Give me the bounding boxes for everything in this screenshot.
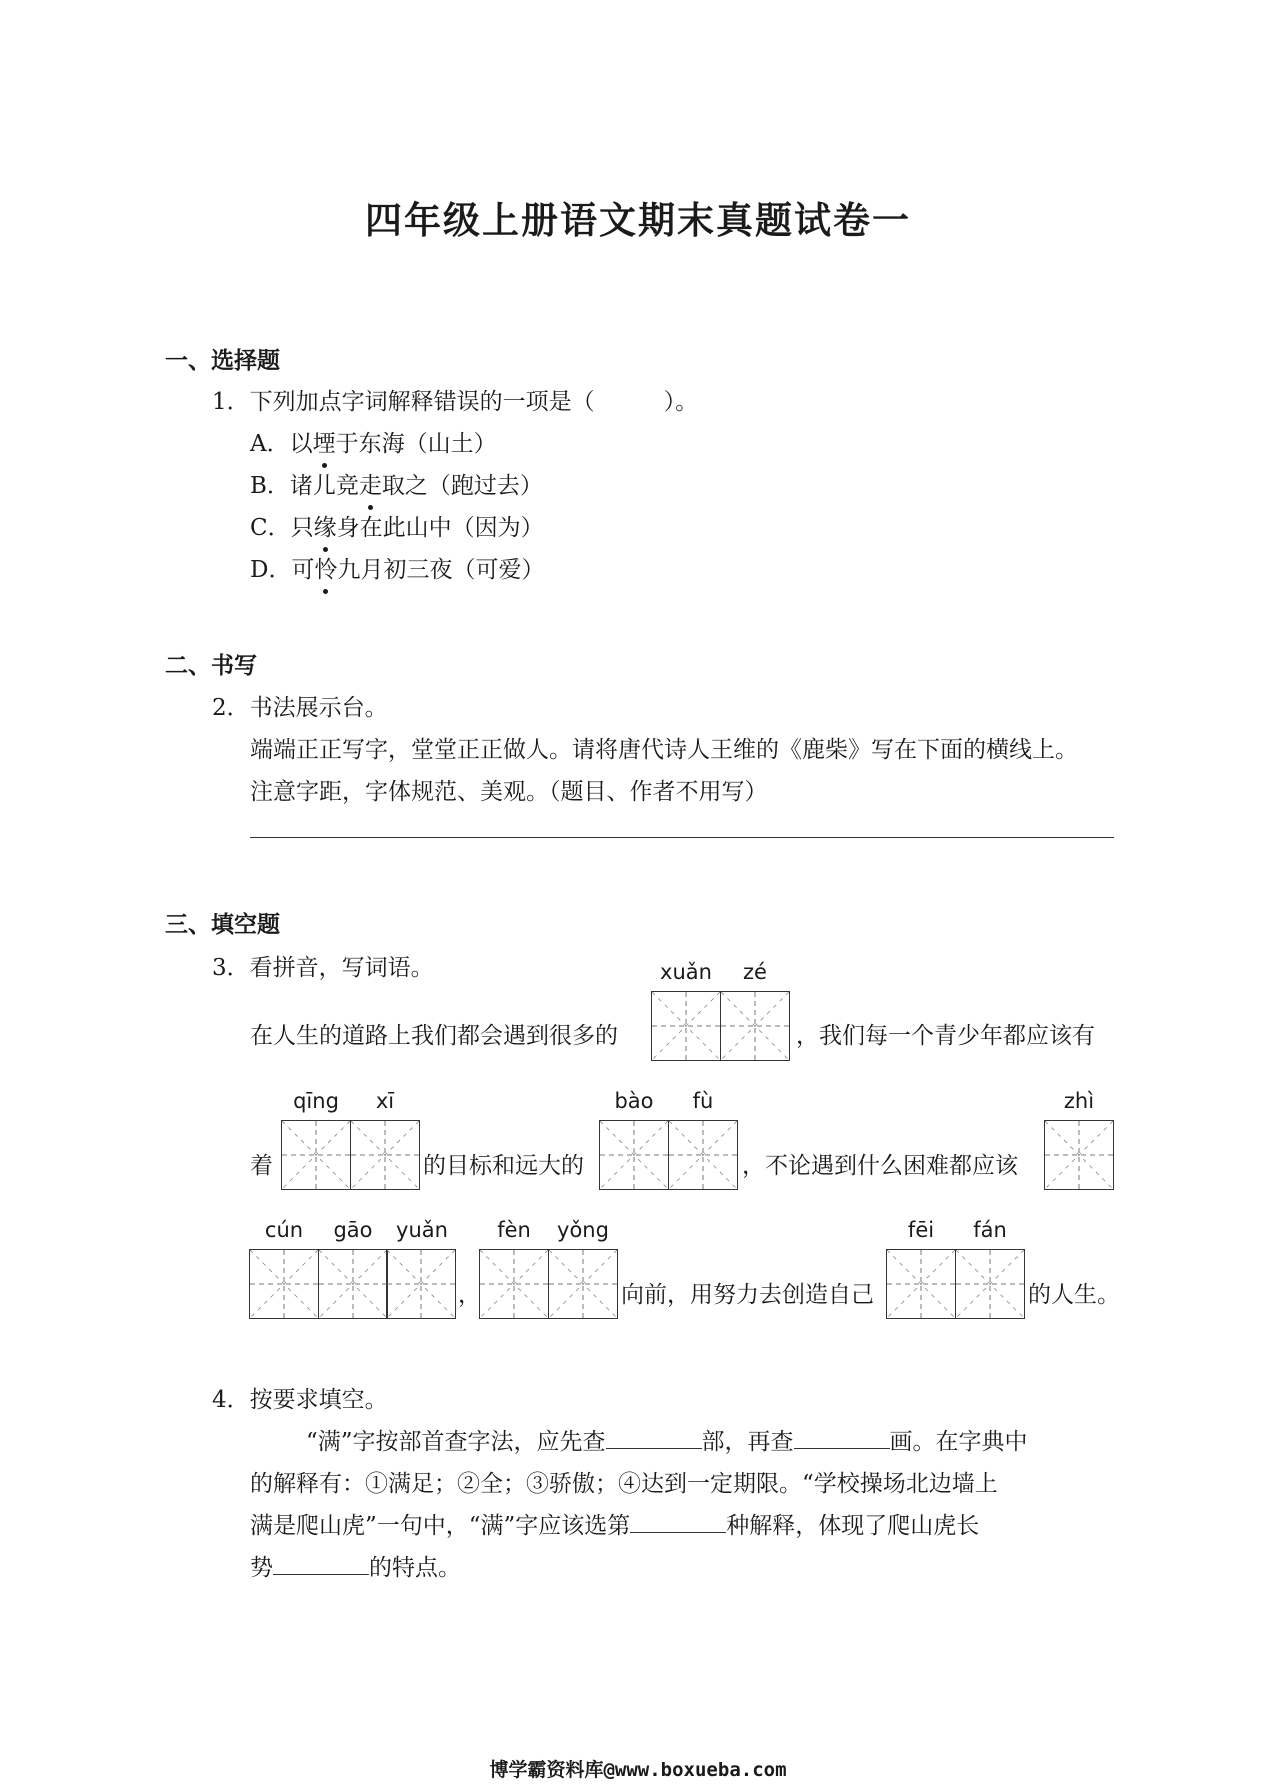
tianzige-cell[interactable] xyxy=(350,1120,420,1190)
question-3-stem: 3．看拼音，写词语。 xyxy=(212,955,434,981)
tianzige-cell[interactable] xyxy=(548,1249,618,1319)
page-title: 四年级上册语文期末真题试卷一 xyxy=(365,199,911,242)
sentence-part-7: 向前，用努力去创造自己 xyxy=(621,1282,874,1308)
sentence-part-3: 着 xyxy=(250,1153,273,1179)
section-heading-choice: 一、选择题 xyxy=(165,348,280,374)
pinyin-ze: zé xyxy=(743,960,767,984)
pinyin-yong: yǒng xyxy=(557,1218,609,1242)
pinyin-xuan: xuǎn xyxy=(660,960,712,984)
tianzige-guides xyxy=(956,1250,1024,1318)
tianzige-fenyong[interactable] xyxy=(479,1249,618,1319)
tianzige-guides xyxy=(652,992,720,1060)
tianzige-cell[interactable] xyxy=(955,1249,1025,1319)
pinyin-zhi: zhì xyxy=(1063,1089,1095,1113)
sentence-part-8: 的人生。 xyxy=(1028,1282,1120,1308)
tianzige-guides xyxy=(250,1250,318,1318)
pinyin-bao: bào xyxy=(614,1089,654,1113)
tianzige-cell[interactable] xyxy=(599,1120,669,1190)
pinyin-gao: gāo xyxy=(333,1218,373,1242)
question-4-line1: “满”字按部首查字法，应先查 部，再查 画。在字典中 xyxy=(306,1423,1028,1456)
pinyin-fen: fèn xyxy=(497,1218,531,1242)
tianzige-cell[interactable] xyxy=(479,1249,549,1319)
pinyin-xi: xī xyxy=(375,1089,395,1113)
tianzige-cell[interactable] xyxy=(668,1120,738,1190)
question-4-line3: 满是爬山虎”一句中，“满”字应该选第 种解释，体现了爬山虎长 xyxy=(250,1507,979,1540)
tianzige-cell[interactable] xyxy=(386,1249,456,1319)
section-heading-fill: 三、填空题 xyxy=(165,912,280,938)
tianzige-guides xyxy=(721,992,789,1060)
tianzige-zhi[interactable] xyxy=(1044,1120,1114,1190)
tianzige-guides xyxy=(282,1121,350,1189)
tianzige-guides xyxy=(887,1250,955,1318)
writing-answer-line[interactable] xyxy=(250,837,1114,838)
tianzige-cell[interactable] xyxy=(720,991,790,1061)
tianzige-cell[interactable] xyxy=(318,1249,388,1319)
question-4-line4: 势 的特点。 xyxy=(250,1549,461,1582)
tianzige-xuanze[interactable] xyxy=(651,991,790,1061)
blank-characteristic[interactable] xyxy=(273,1551,369,1575)
blank-strokes[interactable] xyxy=(794,1425,890,1449)
tianzige-guides xyxy=(669,1121,737,1189)
tianzige-cell[interactable] xyxy=(281,1120,351,1190)
pinyin-fan: fán xyxy=(973,1218,1007,1242)
blank-radical[interactable] xyxy=(606,1425,702,1449)
tianzige-guides xyxy=(351,1121,419,1189)
option-b: B．诸儿竞走取之（跑过去） xyxy=(250,467,543,500)
pinyin-fu: fù xyxy=(692,1089,714,1113)
question-1-stem: 1．下列加点字词解释错误的一项是（ ）。 xyxy=(212,389,699,415)
question-2-instruction-line2: 注意字距，字体规范、美观。（题目、作者不用写） xyxy=(250,779,768,805)
tianzige-cell[interactable] xyxy=(249,1249,319,1319)
tianzige-guides xyxy=(387,1250,455,1318)
tianzige-feifan[interactable] xyxy=(886,1249,1025,1319)
pinyin-yuan: yuǎn xyxy=(396,1218,448,1242)
question-2-stem: 2．书法展示台。 xyxy=(212,695,388,721)
tianzige-guides xyxy=(319,1250,387,1318)
tianzige-cell[interactable] xyxy=(886,1249,956,1319)
option-d: D．可怜九月初三夜（可爱） xyxy=(250,551,544,584)
tianzige-guides xyxy=(549,1250,617,1318)
tianzige-baofu[interactable] xyxy=(599,1120,738,1190)
pinyin-qing: qīng xyxy=(293,1089,339,1113)
tianzige-cell[interactable] xyxy=(1044,1120,1114,1190)
tianzige-qingxi[interactable] xyxy=(281,1120,420,1190)
tianzige-guides xyxy=(1045,1121,1113,1189)
pinyin-fei: fēi xyxy=(907,1218,935,1242)
pinyin-cun: cún xyxy=(264,1218,304,1242)
sentence-part-6: ， xyxy=(458,1282,481,1308)
sentence-part-1: 在人生的道路上我们都会遇到很多的 xyxy=(250,1023,618,1049)
tianzige-cungaoyuan[interactable] xyxy=(249,1249,456,1319)
question-4-stem: 4．按要求填空。 xyxy=(212,1387,388,1413)
blank-meaning-choice[interactable] xyxy=(630,1509,726,1533)
tianzige-cell[interactable] xyxy=(651,991,721,1061)
sentence-part-4: 的目标和远大的 xyxy=(423,1153,584,1179)
section-heading-writing: 二、书写 xyxy=(165,653,257,679)
option-a: A．以堙于东海（山土） xyxy=(250,425,497,458)
question-2-instruction-line1: 端端正正写字，堂堂正正做人。请将唐代诗人王维的《鹿柴》写在下面的横线上。 xyxy=(250,737,1078,763)
sentence-part-2: ，我们每一个青少年都应该有 xyxy=(796,1023,1095,1049)
tianzige-guides xyxy=(600,1121,668,1189)
tianzige-guides xyxy=(480,1250,548,1318)
sentence-part-5: ，不论遇到什么困难都应该 xyxy=(742,1153,1018,1179)
option-c: C．只缘身在此山中（因为） xyxy=(250,509,544,542)
question-4-line2: 的解释有：①满足；②全；③骄傲；④达到一定期限。“学校操场北边墙上 xyxy=(250,1471,998,1497)
footer-watermark: 博学霸资料库@www.boxueba.com xyxy=(489,1759,787,1781)
